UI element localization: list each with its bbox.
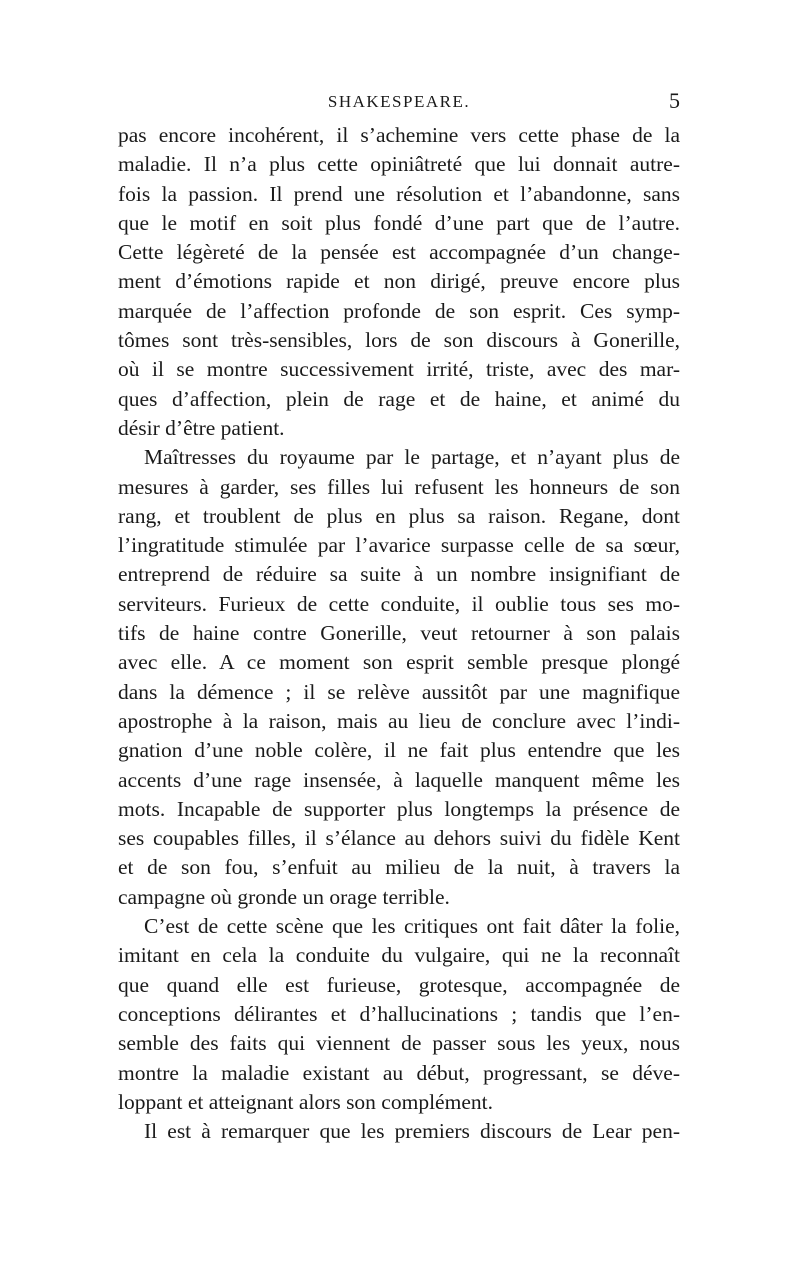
text-line: marquée de l’affection profonde de son esprit. Ces symp- xyxy=(118,298,680,323)
text-line: imitant en cela la conduite du vulgaire, qui ne la reconnaît xyxy=(118,943,680,968)
running-title: SHAKESPEARE. xyxy=(327,92,471,111)
text-line: tifs de haine contre Gonerille, veut retourner à son palais xyxy=(118,621,680,646)
text-line: fois la passion. Il prend une résolution et l’abandonne, sans xyxy=(118,181,680,206)
text-line: ses coupables filles, il s’élance au dehors suivi du fidèle Kent xyxy=(118,826,680,851)
text-line: ques d’affection, plein de rage et de haine, et animé du xyxy=(118,386,680,411)
text-line: Cette légèreté de la pensée est accompagnée d’un change- xyxy=(118,240,680,265)
text-line: rang, et troublent de plus en plus sa raison. Regane, dont xyxy=(118,503,680,528)
text-line: montre la maladie existant au début, progressant, se déve- xyxy=(118,1060,680,1085)
text-line: où il se montre successivement irrité, triste, avec des mar- xyxy=(118,357,680,382)
body-text xyxy=(118,121,680,1146)
text-line: accents d’une rage insensée, à laquelle manquent même les xyxy=(118,767,680,792)
text-line: avec elle. A ce moment son esprit semble presque plongé xyxy=(118,650,680,675)
page-number: 5 xyxy=(669,88,680,113)
text-line: semble des faits qui viennent de passer sous les yeux, nous xyxy=(118,1031,680,1056)
text-line: gnation d’une noble colère, il ne fait plus entendre que les xyxy=(118,738,680,763)
text-line: maladie. Il n’a plus cette opiniâtreté que lui donnait autre- xyxy=(118,152,680,177)
text-line: conceptions délirantes et d’hallucinations ; tandis que l’en- xyxy=(118,1001,680,1026)
paragraph-end-line: loppant et atteignant alors son complément. xyxy=(118,1089,493,1114)
text-line: et de son fou, s’enfuit au milieu de la nuit, à travers la xyxy=(118,855,680,880)
text-line: mesures à garder, ses filles lui refusent les honneurs de son xyxy=(118,474,680,499)
running-head xyxy=(118,88,680,118)
text-line: apostrophe à la raison, mais au lieu de conclure avec l’indi- xyxy=(118,708,680,733)
text-line: serviteurs. Furieux de cette conduite, il oublie tous ses mo- xyxy=(118,591,680,616)
text-line: dans la démence ; il se relève aussitôt par une magnifique xyxy=(118,679,680,704)
text-line: entreprend de réduire sa suite à un nombre insignifiant de xyxy=(118,562,680,587)
text-line: tômes sont très-sensibles, lors de son discours à Gonerille, xyxy=(118,328,680,353)
text-line: pas encore incohérent, il s’achemine vers cette phase de la xyxy=(118,123,680,147)
paragraph-end-line: désir d’être patient. xyxy=(118,415,285,440)
paragraph-end-line: campagne où gronde un orage terrible. xyxy=(118,884,450,909)
text-line: ment d’émotions rapide et non dirigé, preuve encore plus xyxy=(118,269,680,294)
text-line: que le motif en soit plus fondé d’une part que de l’autre. xyxy=(118,210,680,235)
paragraph-start-line: C’est de cette scène que les critiques ont fait dâter la folie, xyxy=(144,914,680,939)
text-line: l’ingratitude stimulée par l’avarice surpasse celle de sa sœur, xyxy=(118,533,680,558)
text-line: mots. Incapable de supporter plus longtemps la présence de xyxy=(118,796,680,821)
text-line: que quand elle est furieuse, grotesque, accompagnée de xyxy=(118,972,680,997)
paragraph-start-line: Il est à remarquer que les premiers discours de Lear pen- xyxy=(144,1119,680,1144)
paragraph-start-line: Maîtresses du royaume par le partage, et n’ayant plus de xyxy=(144,445,680,470)
